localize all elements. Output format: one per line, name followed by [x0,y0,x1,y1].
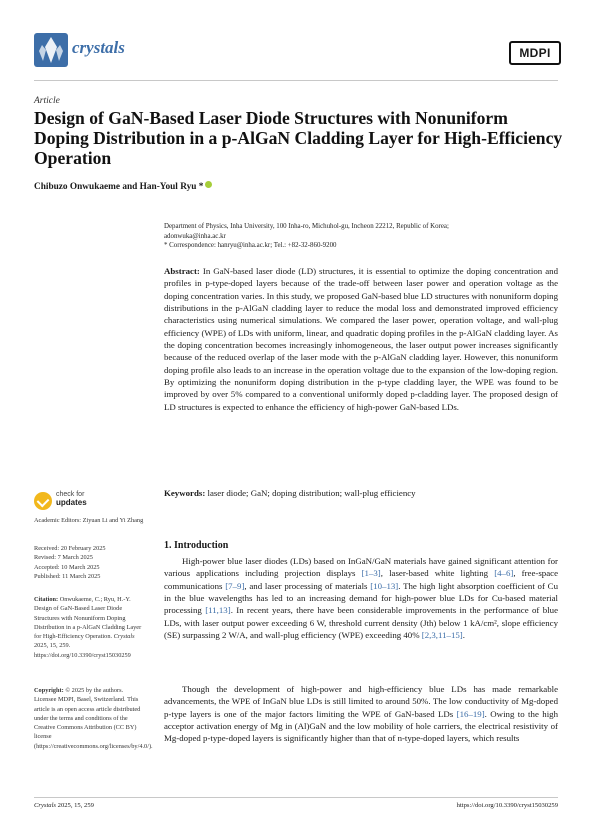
citation-label: Citation: [34,596,59,603]
citation-link[interactable]: [11,13] [205,605,231,616]
citation-journal: Crystals [113,633,135,640]
text-run: , laser-based white lighting [380,568,495,579]
keywords-text: laser diode; GaN; doping distribution; wall-plug efficiency [207,488,416,498]
citation-link[interactable]: [2,3,11–15] [421,630,463,641]
abstract-text: In GaN-based laser diode (LD) structures, it is essential to optimize the doping concentration and profiles in p-type-doped layers because of the trade-off between laser power and operation voltage as the doping concentration varies. In this study, we proposed GaN-based blue LD structures with nonuniform doping distributions in the p-AlGaN cladding layer to reduce the modal loss and demonstrated improved efficiency characteristics using numerical simulations. We compared the laser power, operation voltage, and wall-plug efficiency (WPE) of LDs with uniform, linear, and quadratic doping profiles in the p-AlGaN cladding layer. As the doping concentration becomes increasingly inhomogeneous, the laser output power increases significantly because of the reduced overlap of the laser mode with the p-AlGaN cladding layer. However, this nonuniform doping profile also leads to an increase in the operation voltage due to the expansion of the low-doping region. By optimizing the nonuniform doping distribution in the p-type cladding layer, the WPE was found to be improved by over 5% compared to a conventional uniformly doped p-cladding layer. The proposed design of LD structures is expected to enhance the efficiency of high-power GaN-based LDs. [164,266,558,412]
section-heading: 1. Introduction [164,540,229,551]
text-run: . The high light absorption coefficient of Cu in the blue wavelengths has led to an increasing demand for high-power blue LDs for Cu-based material processing [164,580,559,616]
article-title: Design of GaN-Based Laser Diode Structures with Nonuniform Doping Distribution in a p-AlGaN Cladding Layer for High-Efficiency Operation [34,108,563,168]
text-run: High-power blue laser diodes (LDs) based on InGaN/GaN materials have gained significant attention for various applications including projection displays [164,556,558,579]
date-received: Received: 20 February 2025 [34,545,106,552]
citation-tail[interactable]: 2025, 15, 259. https://doi.org/10.3390/cryst15030259 [34,642,131,659]
intro-paragraph-2 [164,683,558,745]
text-run: , and laser processing of materials [244,580,371,591]
check-for-updates-badge[interactable] [34,490,144,514]
text-run: , free-space communications [164,568,558,591]
date-published: Published: 11 March 2025 [34,572,101,580]
updates-label: updates [56,498,87,507]
footer-citation [34,802,94,809]
text-run: Though the development of high-power and high-efficiency blue LDs has made remarkable advancements, the WPE of InGaN blue LDs is still limited to around 50%. The low conductivity of Mg-doped p-type layers is one of the major factors limiting the WPE of GaN-based LDs [164,684,558,719]
article-type: Article [34,96,60,106]
keywords [164,487,558,499]
affiliation-email[interactable]: adonwuka@inha.ac.kr [164,232,226,240]
publisher-logo[interactable]: MDPI [509,41,561,65]
citation-link[interactable]: [10–13] [370,580,399,591]
date-accepted: Accepted: 10 March 2025 [34,563,100,571]
journal-name[interactable]: crystals [72,38,125,57]
header-divider [34,80,558,81]
orcid-icon[interactable] [205,181,212,188]
footer-journal: Crystals [34,802,56,809]
citation-block [34,595,146,660]
footer-divider [34,797,558,798]
footer-volume: 2025, 15, 259 [57,802,94,809]
check-for-label: check for [56,491,85,498]
crystals-logo-icon [34,33,68,67]
citation-link[interactable]: [7–9] [225,580,245,591]
footer-doi[interactable]: https://doi.org/10.3390/cryst15030259 [456,802,558,809]
text-run: . Owing to the high acceptor activation energy of Mg in (Al)GaN and the low mobility of hole carriers, the electrical resistivity of Mg-doped p-type-doped layers is significantly higher than that of n-type-doped layers, which results [164,708,558,744]
author-list [34,181,212,192]
citation-link[interactable]: [4–6] [494,568,514,579]
keywords-label: Keywords: [164,488,206,498]
publication-dates [34,544,146,581]
copyright-block [34,686,153,751]
text-run: . In recent years, there have been considerable improvements in the performance of blue LDs, with laser output power exceeding 6 W, threshold current density (Jth) below 1 kA/cm², slope efficiency (SE) surpassing 2 W/A, and wall-plug efficiency (WPE) exceeding 40% [164,605,558,641]
text-run: . [462,630,465,641]
citation-text: Onwukaeme, C.; Ryu, H.-Y. Design of GaN-Based Laser Diode Structures with Nonuniform Doping Distribution in a p-AlGaN Cladding Layer for High-Efficiency Operation. [34,596,142,640]
citation-link[interactable]: [1–3] [361,568,381,579]
check-for-updates-icon [34,492,52,510]
affiliation-block [164,222,564,251]
copyright-label: Copyright: [34,687,64,694]
abstract [164,265,558,413]
authors-text: Chibuzo Onwukaeme and Han-Youl Ryu * [34,182,204,192]
abstract-label: Abstract: [164,266,200,276]
academic-editors: Academic Editors: Ziyuan Li and Yi Zhang [34,517,144,524]
intro-paragraph-1 [164,555,558,641]
date-revised: Revised: 7 March 2025 [34,554,93,562]
citation-link[interactable]: [16–19] [456,708,485,719]
affiliation-dept: Department of Physics, Inha University, 100 Inha-ro, Michuhol-gu, Incheon 22212, Republic of Korea; [164,223,449,230]
correspondence: * Correspondence: hanryu@inha.ac.kr; Tel.: +82-32-860-9200 [164,242,337,250]
copyright-text: © 2025 by the authors. Licensee MDPI, Basel, Switzerland. This article is an open access article distributed under the terms and conditions of the Creative Commons Attribution (CC BY) license (https://creativecommons.org/licenses/by/4.0/). [34,687,153,750]
